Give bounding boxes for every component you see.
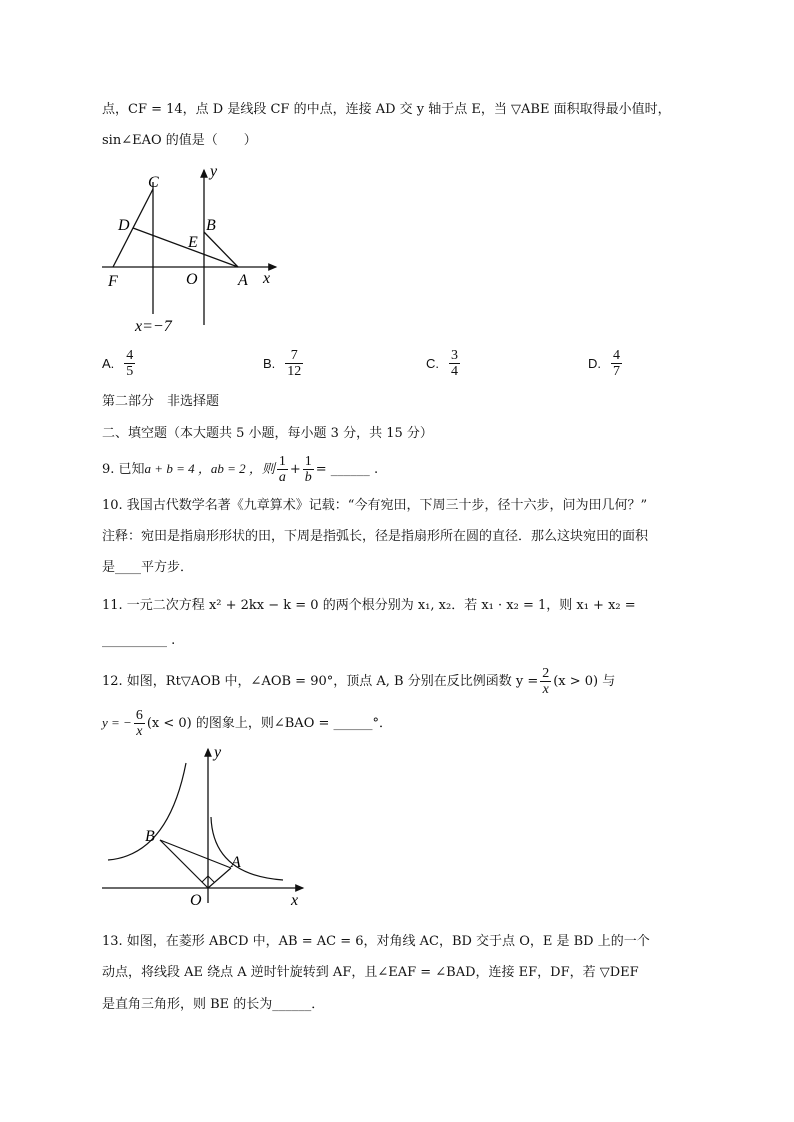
q10-line2: 注释：宛田是指扇形形状的田，下周是指弧长，径是指扇形所在圆的直径．那么这块宛田的面积 xyxy=(102,529,649,544)
label-x: x xyxy=(263,270,271,287)
q8-figure xyxy=(98,162,288,337)
curve-right xyxy=(211,817,283,880)
label-C: C xyxy=(148,174,159,191)
q8-line1: 点，CF = 14，点 D 是线段 CF 的中点，连接 AD 交 y 轴于点 E，当 ▽ABE 面积取得最小值时， xyxy=(102,102,671,117)
label-O: O xyxy=(186,271,198,288)
q11-line1: 11. 一元二次方程 x² + 2kx − k = 0 的两个根分别为 x₁, x₂．若 x₁ · x₂ = 1，则 x₁ + x₂ = xyxy=(102,598,636,613)
label-y2: y xyxy=(214,745,222,761)
q13-line2: 动点，将线段 AE 绕点 A 逆时针旋转到 AF，且∠EAF = ∠BAD，连接 EF，DF，若 ▽DEF xyxy=(102,965,639,980)
q12-answer-blank[interactable]: (x < 0) 的图象上，则∠BAO = ______°． xyxy=(146,716,393,731)
q10-line3[interactable]: 是____平方步． xyxy=(102,560,194,575)
label-O2: O xyxy=(190,892,202,909)
q12-figure xyxy=(98,745,310,910)
part2-heading: 第二部分 非选择题 xyxy=(102,394,220,409)
label-xline: x=−7 xyxy=(135,318,172,335)
label-B: B xyxy=(206,217,216,234)
label-y: y xyxy=(210,163,218,180)
q8-line2: sin∠EAO 的值是（ ） xyxy=(102,133,257,148)
q11-line2[interactable]: __________ . xyxy=(102,633,176,648)
choice-a[interactable]: A. $\frac{4}{5}$ xyxy=(102,348,134,379)
choice-c[interactable]: C. $\frac{3}{4}$ xyxy=(426,348,458,379)
section2-heading: 二、填空题（本大题共 5 小题，每小题 3 分，共 15 分） xyxy=(102,426,433,441)
label-A2: A xyxy=(231,854,241,871)
q12-line2: y = − $\frac{6}{x}$ (x < 0) 的图象上，则∠BAO = ______°． xyxy=(102,708,393,739)
q13-line3[interactable]: 是直角三角形，则 BE 的长为______． xyxy=(102,997,325,1012)
q12-line1: 12. 如图，Rt▽AOB 中，∠AOB = 90°，顶点 A, B 分别在反比例函数 y = $\frac{2}{x}$ (x > 0) 与 xyxy=(102,666,616,697)
label-A: A xyxy=(238,272,248,289)
choice-d[interactable]: D. $\frac{4}{7}$ xyxy=(588,348,620,379)
label-B2: B xyxy=(145,828,155,845)
label-E: E xyxy=(188,234,198,251)
choice-b[interactable]: B. $\frac{7}{12}$ xyxy=(263,348,302,379)
q9-answer-blank[interactable]: = ______ . xyxy=(315,462,379,477)
label-D: D xyxy=(118,217,130,234)
label-x2: x xyxy=(291,892,299,909)
q13-line1: 13. 如图，在菱形 ABCD 中，AB = AC = 6，对角线 AC，BD 交于点 O，E 是 BD 上的一个 xyxy=(102,934,650,949)
label-F: F xyxy=(108,273,118,290)
q10-line1: 10. 我国古代数学名著《九章算术》记载：“今有宛田，下周三十步，径十六步，问为田几何？” xyxy=(102,498,648,513)
q9: 9. 已知a + b = 4 ，ab = 2 ，则 $\frac{1}{a}$ + $\frac{1}{b}$ = ______ . xyxy=(102,454,379,485)
